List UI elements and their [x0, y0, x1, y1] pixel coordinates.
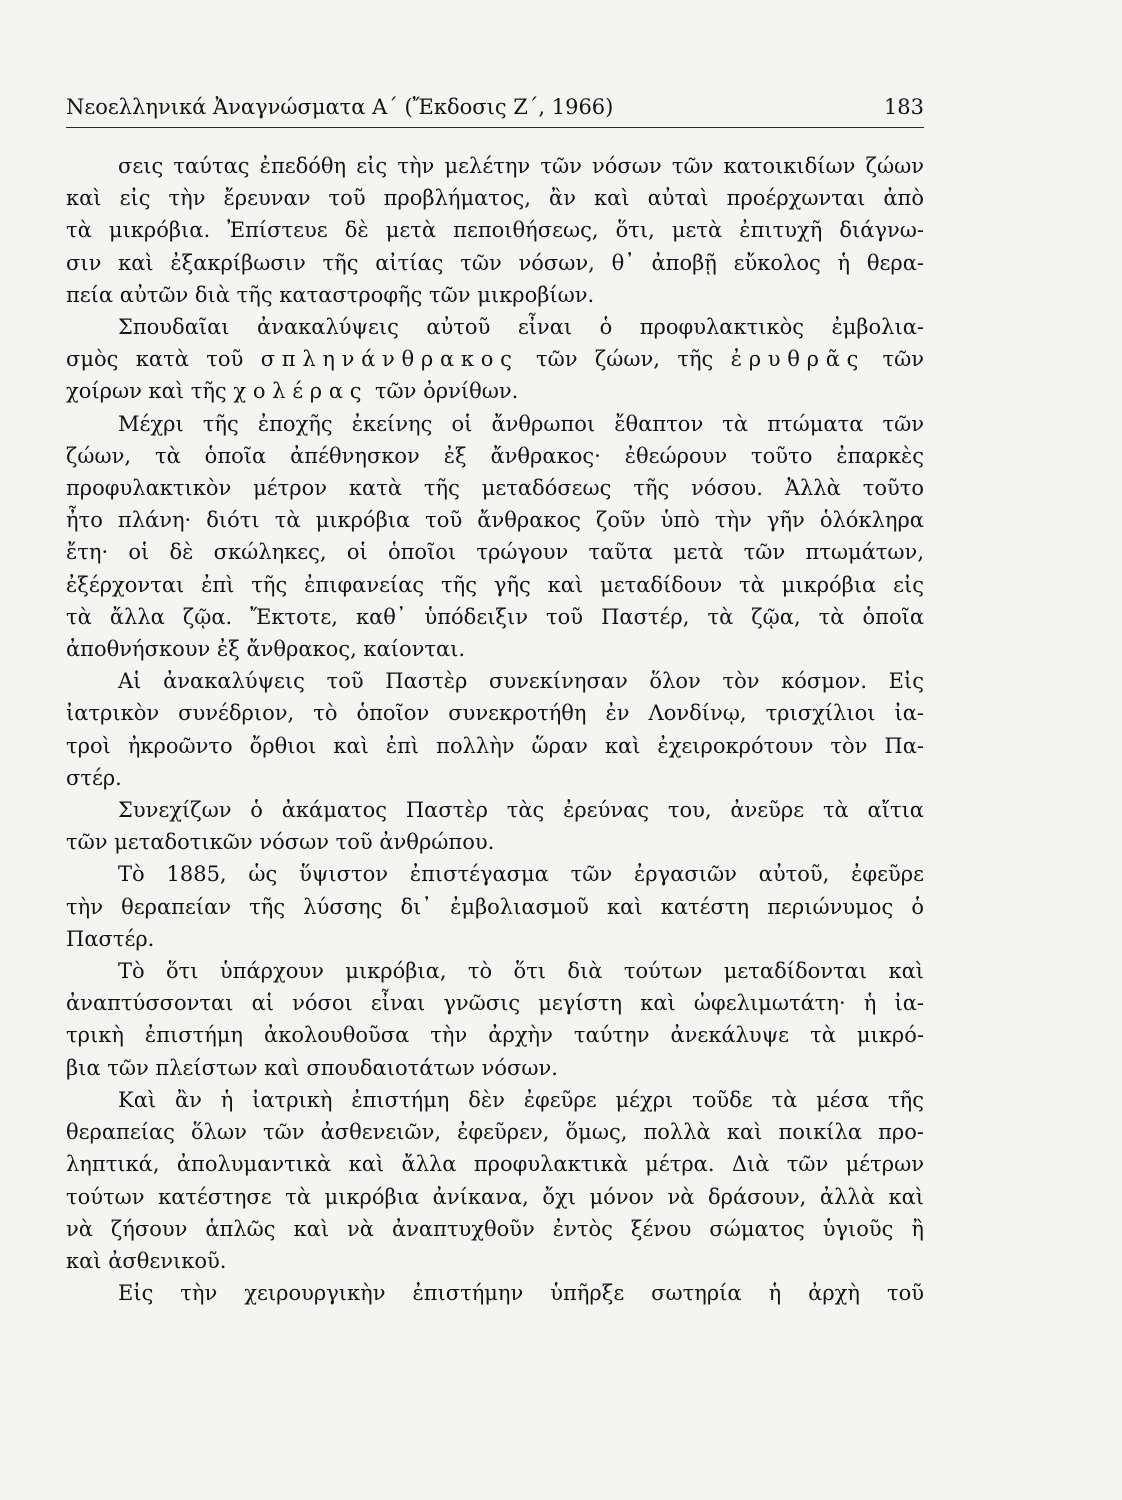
text-line: σιν καὶ ἐξακρίβωσιν τῆς αἰτίας τῶν νόσων, θ᾽ ἀποβῇ εὔκολος ἡ θερα-: [66, 250, 924, 275]
page-number: 183: [883, 95, 924, 119]
text-line: τὰ μικρόβια. Ἐπίστευε δὲ μετὰ πεποιθήσεως, ὅτι, μετὰ ἐπιτυχῆ διάγνω-: [66, 218, 924, 243]
text-line: Τὸ ὅτι ὑπάρχουν μικρόβια, τὸ ὅτι διὰ τούτων μεταδίδονται καὶ: [118, 959, 924, 984]
emphasized-term: χολέρας: [233, 379, 369, 404]
paragraph: [66, 1277, 924, 1309]
text-line: πεία αὐτῶν διὰ τῆς καταστροφῆς τῶν μικροβίων.: [66, 282, 595, 307]
body-text: [66, 150, 924, 1309]
paragraph: [66, 1084, 924, 1277]
text-line: τὴν θεραπείαν τῆς λύσσης δι᾽ ἐμβολιασμοῦ καὶ κατέστη περιώνυμος ὁ: [66, 894, 924, 919]
text-line: Εἰς τὴν χειρουργικὴν ἐπιστήμην ὑπῆρξε σωτηρία ἡ ἀρχὴ τοῦ: [118, 1281, 924, 1306]
paragraph: [66, 794, 924, 858]
text-line: ἀναπτύσσονται αἱ νόσοι εἶναι γνῶσις μεγίστη καὶ ὠφελιμωτάτη· ἡ ἰα-: [66, 991, 924, 1016]
text-line: [66, 375, 924, 407]
paragraph: [66, 858, 924, 955]
text-line: [66, 311, 924, 343]
text-line: Μέχρι τῆς ἐποχῆς ἐκείνης οἱ ἄνθρωποι ἔθαπτον τὰ πτώματα τῶν: [118, 411, 924, 436]
emphasized-term: σπληνάνθρακος: [260, 347, 519, 372]
text-segment: Σπουδαῖαι ἀνακαλύψεις αὐτοῦ εἶναι ὁ προφυλακτικὸς ἐμβολια-: [118, 315, 924, 340]
text-line: ἰατρικὸν συνέδριον, τὸ ὁποῖον συνεκροτήθη ἐν Λονδίνῳ, τρισχίλιοι ἰα-: [66, 701, 924, 726]
text-line: προφυλακτικὸν μέτρον κατὰ τῆς μεταδόσεως τῆς νόσου. Ἀλλὰ τοῦτο: [66, 476, 924, 501]
running-header: [66, 93, 924, 121]
text-segment: τῶν ζώων, τῆς: [518, 347, 731, 372]
header-rule: [66, 127, 924, 128]
paragraph: [66, 408, 924, 666]
text-segment: χοίρων καὶ τῆς: [66, 379, 234, 404]
text-line: ἦτο πλάνη· διότι τὰ μικρόβια τοῦ ἄνθρακος ζοῦν ὑπὸ τὴν γῆν ὁλόκληρα: [66, 508, 924, 533]
text-line: [66, 343, 924, 375]
text-line: τὰ ἄλλα ζῷα. Ἔκτοτε, καθ᾽ ὑπόδειξιν τοῦ Παστέρ, τὰ ζῷα, τὰ ὁποῖα: [66, 604, 924, 629]
text-line: στέρ.: [66, 765, 122, 790]
paragraph: [66, 955, 924, 1084]
running-title: Νεοελληνικά Ἀναγνώσματα Α΄ (Ἔκδοσις Ζ΄, 1966): [66, 95, 614, 119]
text-line: Καὶ ἂν ἡ ἰατρικὴ ἐπιστήμη δὲν ἐφεῦρε μέχρι τοῦδε τὰ μέσα τῆς: [118, 1087, 924, 1112]
text-line: τροὶ ἠκροῶντο ὄρθιοι καὶ ἐπὶ πολλὴν ὥραν καὶ ἐχειροκρότουν τὸν Πα-: [66, 733, 924, 758]
paragraph: [66, 150, 924, 311]
emphasized-term: ἐρυθρᾶς: [730, 347, 866, 372]
text-line: Παστέρ.: [66, 926, 155, 951]
text-line: βια τῶν πλείστων καὶ σπουδαιοτάτων νόσων.: [66, 1055, 558, 1080]
text-line: ληπτικά, ἀπολυμαντικὰ καὶ ἄλλα προφυλακτικὰ μέτρα. Διὰ τῶν μέτρων: [66, 1152, 924, 1177]
text-line: σεις ταύτας ἐπεδόθη εἰς τὴν μελέτην τῶν νόσων τῶν κατοικιδίων ζώων: [118, 154, 924, 178]
text-line: τρικὴ ἐπιστήμη ἀκολουθοῦσα τὴν ἀρχὴν ταύτην ἀνεκάλυψε τὰ μικρό-: [66, 1023, 924, 1048]
text-line: ζώων, τὰ ὁποῖα ἀπέθνησκον ἐξ ἄνθρακος· ἐθεώρουν τοῦτο ἐπαρκὲς: [66, 443, 924, 468]
text-line: Αἱ ἀνακαλύψεις τοῦ Παστὲρ συνεκίνησαν ὅλον τὸν κόσμον. Εἰς: [118, 669, 924, 694]
text-line: ἔτη· οἱ δὲ σκώληκες, οἱ ὁποῖοι τρώγουν ταῦτα μετὰ τῶν πτωμάτων,: [66, 540, 924, 565]
paragraph: [66, 311, 924, 408]
text-line: ἀποθνήσκουν ἐξ ἄνθρακος, καίονται.: [66, 637, 466, 662]
text-line: τῶν μεταδοτικῶν νόσων τοῦ ἀνθρώπου.: [66, 830, 495, 855]
text-line: Συνεχίζων ὁ ἀκάματος Παστὲρ τὰς ἐρεύνας του, ἀνεῦρε τὰ αἴτια: [118, 798, 924, 823]
text-line: καὶ ἀσθενικοῦ.: [66, 1248, 227, 1273]
text-line: τούτων κατέστησε τὰ μικρόβια ἀνίκανα, ὄχι μόνον νὰ δράσουν, ἀλλὰ καὶ: [66, 1184, 924, 1209]
text-segment: τῶν: [865, 347, 925, 372]
text-segment: τῶν ὀρνίθων.: [368, 379, 519, 404]
text-line: Τὸ 1885, ὡς ὕψιστον ἐπιστέγασμα τῶν ἐργασιῶν αὐτοῦ, ἐφεῦρε: [118, 862, 924, 887]
text-line: καὶ εἰς τὴν ἔρευναν τοῦ προβλήματος, ἂν καὶ αὐταὶ προέρχωνται ἀπὸ: [66, 186, 924, 211]
text-line: ἐξέρχονται ἐπὶ τῆς ἐπιφανείας τῆς γῆς καὶ μεταδίδουν τὰ μικρόβια εἰς: [66, 572, 924, 597]
text-segment: σμὸς κατὰ τοῦ: [66, 347, 261, 372]
text-line: θεραπείας ὅλων τῶν ἀσθενειῶν, ἐφεῦρεν, ὅμως, πολλὰ καὶ ποικίλα προ-: [66, 1120, 924, 1145]
paragraph: [66, 665, 924, 794]
text-line: νὰ ζήσουν ἁπλῶς καὶ νὰ ἀναπτυχθοῦν ἐντὸς ξένου σώματος ὑγιοῦς ἢ: [66, 1216, 924, 1241]
